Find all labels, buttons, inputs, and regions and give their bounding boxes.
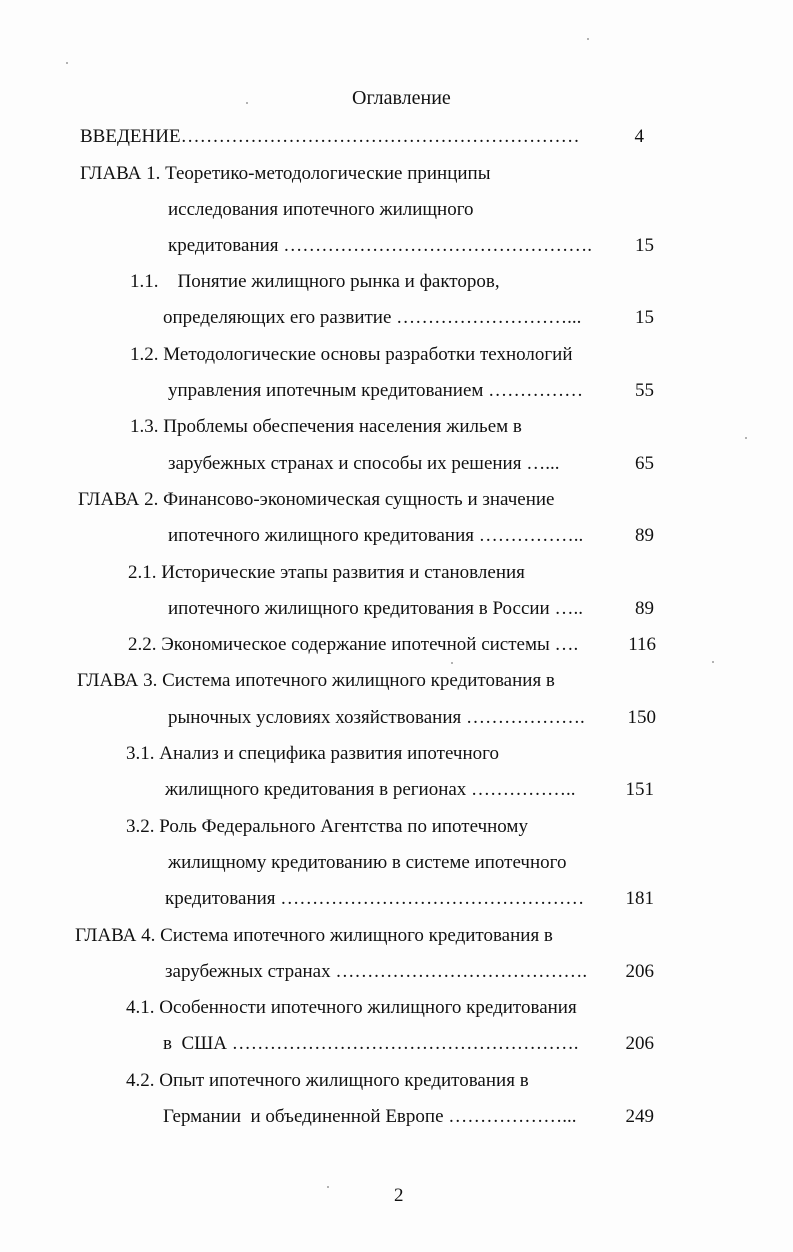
toc-entry-page: 151 bbox=[625, 779, 654, 800]
toc-entry-text: ВВЕДЕНИЕ……………………………………………………… bbox=[80, 126, 580, 147]
toc-entry-page: 4 bbox=[634, 126, 644, 147]
toc-entry-text: 1.1. Понятие жилищного рынка и факторов, bbox=[130, 271, 500, 292]
toc-entry-text: Германии и объединенной Европе ………………... bbox=[163, 1106, 577, 1127]
toc-entry-page: 206 bbox=[625, 1033, 654, 1054]
toc-entry-page: 206 bbox=[625, 961, 654, 982]
toc-entry-text: жилищного кредитования в регионах …………….. bbox=[165, 779, 576, 800]
toc-entry-text: 3.2. Роль Федерального Агентства по ипотечному bbox=[126, 816, 528, 837]
toc-entry-text: исследования ипотечного жилищного bbox=[168, 199, 474, 220]
scan-speck bbox=[587, 38, 589, 40]
toc-entry-text: 2.1. Исторические этапы развития и становления bbox=[128, 562, 525, 583]
toc-entry-text: ГЛАВА 4. Система ипотечного жилищного кредитования в bbox=[75, 925, 553, 946]
toc-entry-text: 1.3. Проблемы обеспечения населения жильем в bbox=[130, 416, 522, 437]
toc-entry-page: 249 bbox=[625, 1106, 654, 1127]
toc-entry-text: рыночных условиях хозяйствования ………………. bbox=[168, 707, 585, 728]
toc-entry-text: в США ………………………………………………. bbox=[163, 1033, 579, 1054]
toc-entry-page: 65 bbox=[635, 453, 654, 474]
toc-entry-page: 15 bbox=[635, 235, 654, 256]
toc-entry-text: ГЛАВА 2. Финансово-экономическая сущность и значение bbox=[78, 489, 555, 510]
scan-speck bbox=[745, 437, 747, 439]
toc-entry-text: ипотечного жилищного кредитования в России ….. bbox=[168, 598, 583, 619]
toc-entry-page: 89 bbox=[635, 598, 654, 619]
toc-entry-text: ГЛАВА 3. Система ипотечного жилищного кредитования в bbox=[77, 670, 555, 691]
toc-entry-text: 4.1. Особенности ипотечного жилищного кредитования bbox=[126, 997, 577, 1018]
toc-entry-page: 15 bbox=[635, 307, 654, 328]
toc-entry-text: 2.2. Экономическое содержание ипотечной системы …. bbox=[128, 634, 579, 655]
scan-speck bbox=[327, 1186, 329, 1188]
toc-entry-text: кредитования …………………………………………. bbox=[168, 235, 593, 256]
scan-speck bbox=[451, 662, 453, 664]
toc-entry-text: 4.2. Опыт ипотечного жилищного кредитования в bbox=[126, 1070, 529, 1091]
toc-entry-page: 116 bbox=[628, 634, 656, 655]
scan-speck bbox=[246, 102, 248, 104]
toc-entry-page: 89 bbox=[635, 525, 654, 546]
toc-entry-text: кредитования ………………………………………… bbox=[165, 888, 585, 909]
scan-speck bbox=[712, 661, 714, 663]
page-title: Оглавление bbox=[352, 87, 451, 109]
toc-entry-text: зарубежных странах …………………………………. bbox=[165, 961, 588, 982]
toc-entry-text: ГЛАВА 1. Теоретико-методологические принципы bbox=[80, 163, 491, 184]
scan-speck bbox=[66, 62, 68, 64]
toc-entry-text: управления ипотечным кредитованием …………… bbox=[168, 380, 584, 401]
toc-entry-text: ипотечного жилищного кредитования …………….. bbox=[168, 525, 584, 546]
toc-entry-text: 1.2. Методологические основы разработки технологий bbox=[130, 344, 573, 365]
toc-entry-text: 3.1. Анализ и специфика развития ипотечного bbox=[126, 743, 499, 764]
toc-entry-page: 55 bbox=[635, 380, 654, 401]
toc-entry-text: зарубежных странах и способы их решения …... bbox=[168, 453, 560, 474]
toc-entry-page: 150 bbox=[627, 707, 656, 728]
toc-entry-page: 181 bbox=[625, 888, 654, 909]
toc-entry-text: жилищному кредитованию в системе ипотечного bbox=[168, 852, 567, 873]
page-number: 2 bbox=[394, 1185, 404, 1206]
toc-entry-text: определяющих его развитие ………………………... bbox=[163, 307, 582, 328]
